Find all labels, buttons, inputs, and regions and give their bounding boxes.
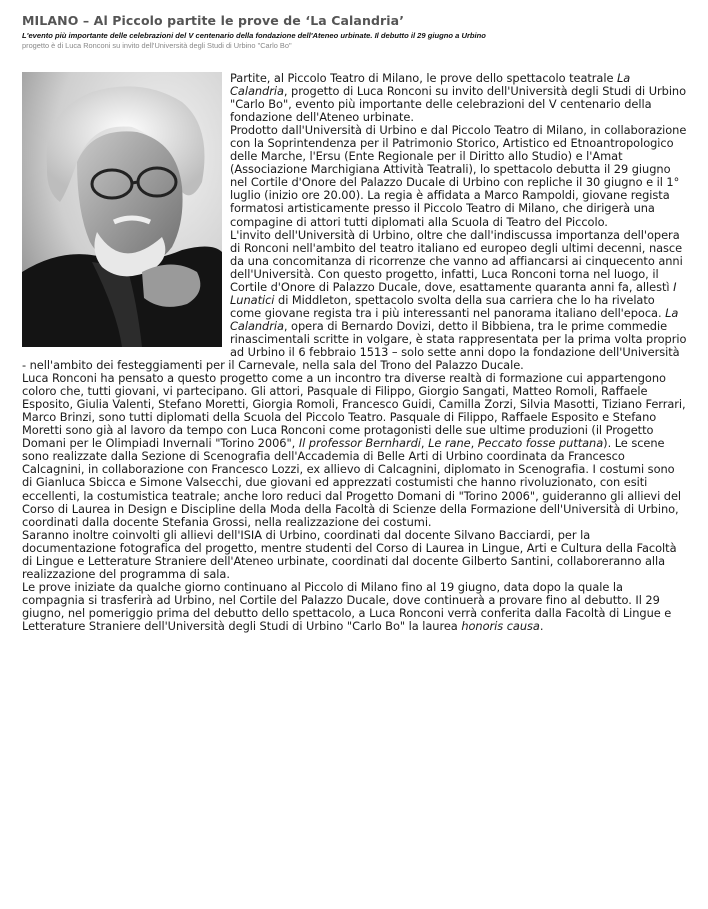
- italic-title: La Calandria: [230, 71, 631, 99]
- text-run: , opera di Bernardo Dovizi, detto il Bibbiena, tra le prime commedie rinascimentali scritte in volgare, è stata rappresentata per la prima volta proprio ad Urbino il 6 febbraio 1513 – solo sette anni dopo la fondazione dell'Università - nell'ambito dei festeggiamenti per il Carnevale, nella sala del Trono del Palazzo Ducale.: [22, 318, 687, 373]
- text-run: ,: [420, 436, 429, 451]
- article-subheadline: L'evento più importante delle celebrazioni del V centenario della fondazione dell'Ateneo urbinate. Il debutto il 29 giugno a Urbino: [22, 31, 486, 40]
- portrait-photo: [22, 72, 222, 347]
- article-headline: MILANO – Al Piccolo partite le prove de ‘La Calandria’: [22, 13, 405, 28]
- text-run: Luca Ronconi ha pensato a questo progetto come a un incontro tra diverse realtà di formazione cui appartengono coloro che, tutti giovani, vi partecipano. Gli attori, Pasquale di Filippo, Giorgio Sangati, Matteo Romoli, Raffaele Esposito, Giulia Valenti, Stefano Moretti, Giorgia Romoli, Francesco Guidi, Camilla Zorzi, Silvia Masotti, Tiziano Ferrari, Marco Brinzi, sono tutti diplomati della Scuola del Piccolo Teatro. Pasquale di Filippo, Raffaele Esposito e Stefano Moretti sono già al lavoro da tempo con Luca Ronconi come protagonisti delle sue ultime produzioni (il Progetto Domani per le Olimpiadi Invernali "Torino 2006",: [22, 371, 686, 451]
- italic-title: La Calandria: [230, 305, 679, 333]
- text-run: Le prove iniziate da qualche giorno continuano al Piccolo di Milano fino al 19 giugno, data dopo la quale la compagnia si trasferirà ad Urbino, nel Cortile del Palazzo Ducale, dove continuerà a provare fino al debutto. Il 29 giugno, nel pomeriggio prima del debutto dello spettacolo, a Luca Ronconi verrà conferita dalla Facoltà di Lingue e Letterature Straniere dell'Università degli Studi di Urbino "Carlo Bo" la laurea: [22, 579, 672, 633]
- paragraph-4: [22, 372, 687, 529]
- article-body: [22, 72, 687, 633]
- text-run: L'invito dell'Università di Urbino, oltre che dall'indiscussa importanza dell'opera di Ronconi nell'ambito del teatro italiano ed europeo degli ultimi decenni, nasce da una concomitanza di ricorrenze che vanno ad affiancarsi ai cinquecento anni dell'Università. Con questo progetto, infatti, Luca Ronconi torna nel luogo, il Cortile d'Onore di Palazzo Ducale, dove, esattamente quaranta anni fa, allestì: [230, 227, 683, 294]
- text-run: ). Le scene sono realizzate dalla Sezione di Scenografia dell'Accademia di Belle Arti di Urbino coordinata da Francesco Calcagnini, in collaborazione con Francesco Lozzi, ex allievo di Calcagnini, diplomato in Scenografia. I costumi sono di Gianluca Sbicca e Simone Valsecchi, due giovani ed apprezzati costumisti che hanno rivoluzionato, con esiti eccellenti, la costumistica teatrale; anche loro reduci dal Progetto Domani di "Torino 2006", guideranno gli allievi del Corso di Laurea in Design e Discipline della Moda della Facoltà di Scienze della Formazione dell'Università di Urbino, coordinati dalla docente Stefania Grossi, nella realizzazione dei costumi.: [22, 436, 682, 529]
- italic-title: Peccato fosse puttana: [477, 436, 604, 451]
- text-run: , progetto di Luca Ronconi su invito dell'Università degli Studi di Urbino "Carlo Bo", evento più importante delle celebrazioni del V centenario della fondazione dell'Ateneo urbinate.: [230, 84, 687, 125]
- paragraph-2: Prodotto dall'Università di Urbino e dal Piccolo Teatro di Milano, in collaborazione con la Soprintendenza per il Patrimonio Storico, Artistico ed Etnoantropologico delle Marche, l'Ersu (Ente Regionale per il Diritto allo Studio) e l'Amat (Associazione Marchigiana Attività Teatrali), lo spettacolo debutta il 29 giugno nel Cortile d'Onore del Palazzo Ducale di Urbino con repliche il 30 giugno e il 1° luglio (inizio ore 20.00). La regia è affidata a Marco Rampoldi, giovane regista formatosi artisticamente presso il Piccolo Teatro di Milano, che dirigerà una compagine di attori tutti diplomati alla Scuola di Teatro del Piccolo.: [230, 123, 687, 229]
- italic-title: I Lunatici: [230, 279, 677, 307]
- text-run: di Middleton, spettacolo svolta della sua carriera che lo ha rivelato come giovane regista tra i più interessanti nel panorama italiano dell'epoca.: [230, 292, 666, 320]
- italic-title: Le rane: [428, 436, 471, 451]
- text-run: ,: [470, 436, 478, 451]
- article-credit: progetto è di Luca Ronconi su invito dell'Università degli Studi di Urbino "Carlo Bo": [22, 41, 292, 50]
- italic-title: Il professor Bernhardi: [298, 436, 421, 451]
- italic-title: honoris causa: [461, 618, 540, 633]
- paragraph-5: Saranno inoltre coinvolti gli allievi dell'ISIA di Urbino, coordinati dal docente Silvano Bacciardi, per la documentazione fotografica del progetto, mentre studenti del Corso di Laurea in Lingue, Arti e Cultura della Facoltà di Lingue e Letterature Straniere dell'Ateneo urbinate, coordinati dal docente Gilberto Santini, collaboreranno alla realizzazione del programma di sala.: [22, 527, 677, 581]
- paragraph-6: [22, 581, 687, 633]
- text-run: Partite, al Piccolo Teatro di Milano, le prove dello spettacolo teatrale: [230, 71, 617, 85]
- text-run: .: [539, 618, 544, 633]
